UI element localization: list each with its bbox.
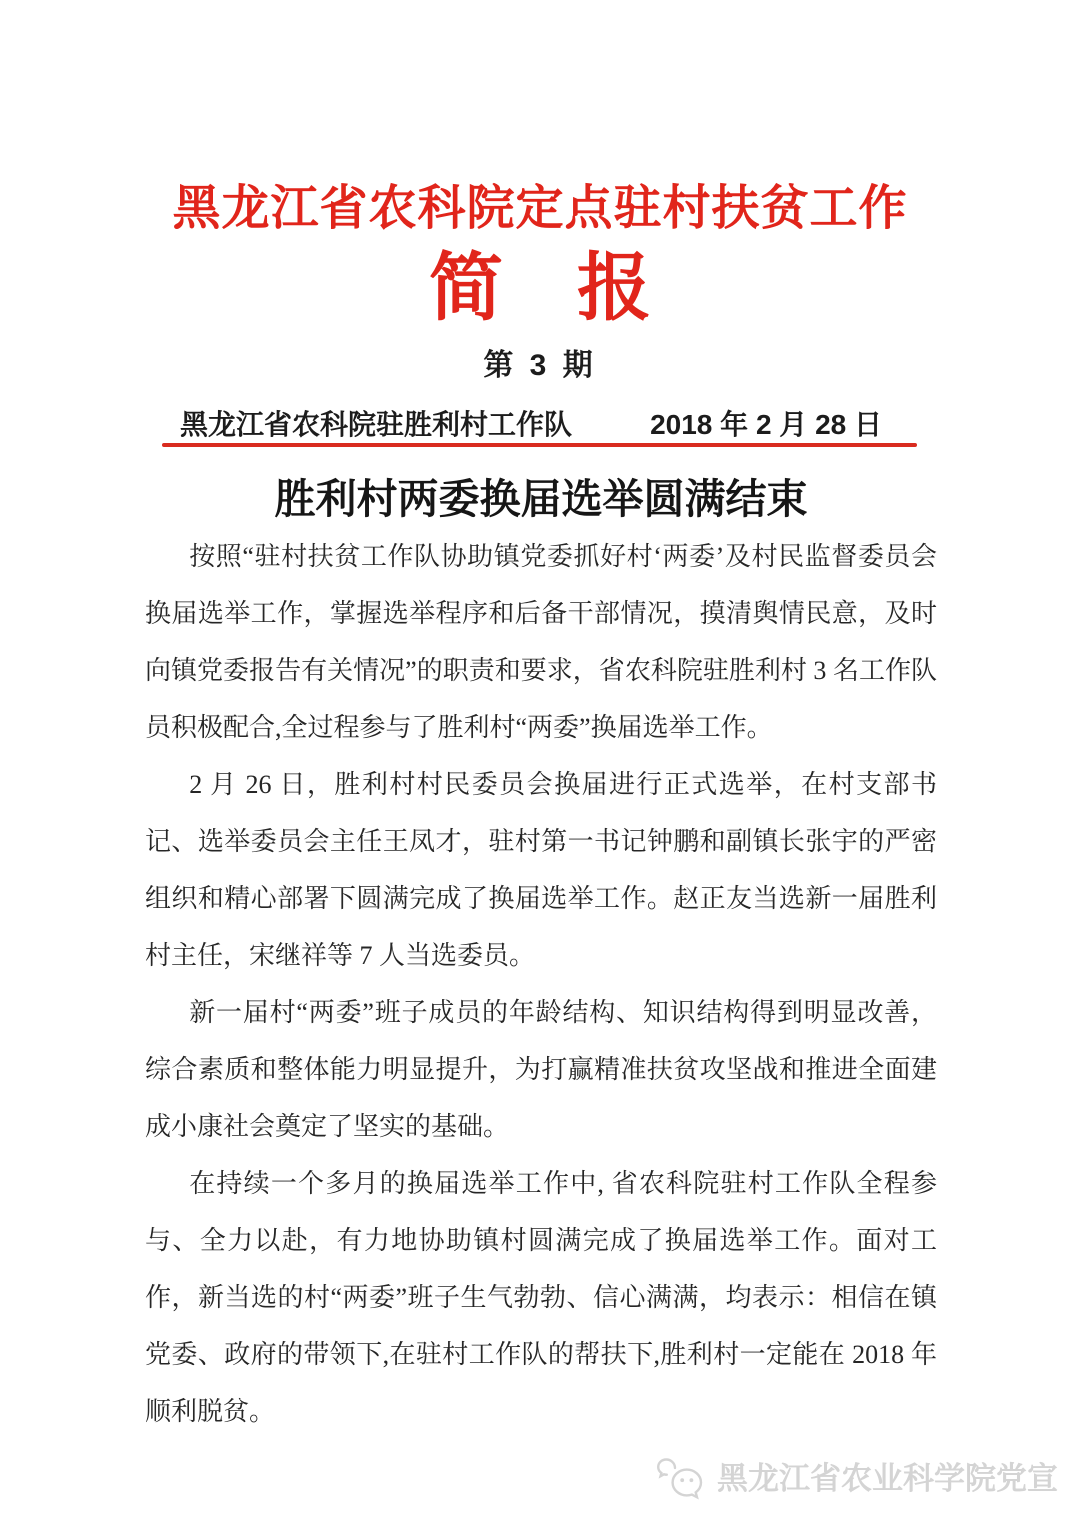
article-paragraph: 2 月 26 日，胜利村村民委员会换届进行正式选举，在村支部书记、选举委员会主任王凤才，驻村第一书记钟鹏和副镇长张宇的严密组织和精心部署下圆满完成了换届选举工作。赵正友当选新一届胜利村主任，宋继祥等 7 人当选委员。 xyxy=(145,770,937,970)
article-paragraph: 新一届村“两委”班子成员的年龄结构、知识结构得到明显改善，综合素质和整体能力明显提升，为打赢精准扶贫攻坚战和推进全面建成小康社会奠定了坚实的基础。 xyxy=(145,998,937,1141)
watermark-text: 黑龙江省农业科学院党宣 xyxy=(717,1461,1058,1496)
red-divider-line xyxy=(162,443,917,447)
publisher-name: 黑龙江省农科院驻胜利村工作队 xyxy=(180,409,573,440)
article-body xyxy=(145,528,937,1440)
publish-date: 2018 年 2 月 28 日 xyxy=(650,409,882,440)
article-paragraph: 在持续一个多月的换届选举工作中, 省农科院驻村工作队全程参与、全力以赴，有力地协助镇村圆满完成了换届选举工作。面对工作，新当选的村“两委”班子生气勃勃、信心满满，均表示：相信在镇党委、政府的带领下,在驻村工作队的帮扶下,胜利村一定能在 2018 年顺利脱贫。 xyxy=(145,1169,937,1426)
publication-row xyxy=(180,409,882,441)
article-paragraph: 按照“驻村扶贫工作队协助镇党委抓好村‘两委’及村民监督委员会换届选举工作，掌握选举程序和后备干部情况，摸清舆情民意，及时向镇党委报告有关情况”的职责和要求，省农科院驻胜利村 3 名工作队员积极配合,全过程参与了胜利村“两委”换届选举工作。 xyxy=(145,542,937,742)
masthead-title-line1: 黑龙江省农科院定点驻村扶贫工作 xyxy=(172,182,908,235)
masthead-title-line2: 简 报 xyxy=(429,246,651,329)
issue-number: 第 3 期 xyxy=(483,349,597,382)
footer-watermark xyxy=(657,1455,1058,1503)
wechat-icon xyxy=(657,1458,709,1500)
article-headline: 胜利村两委换届选举圆满结束 xyxy=(274,476,808,522)
